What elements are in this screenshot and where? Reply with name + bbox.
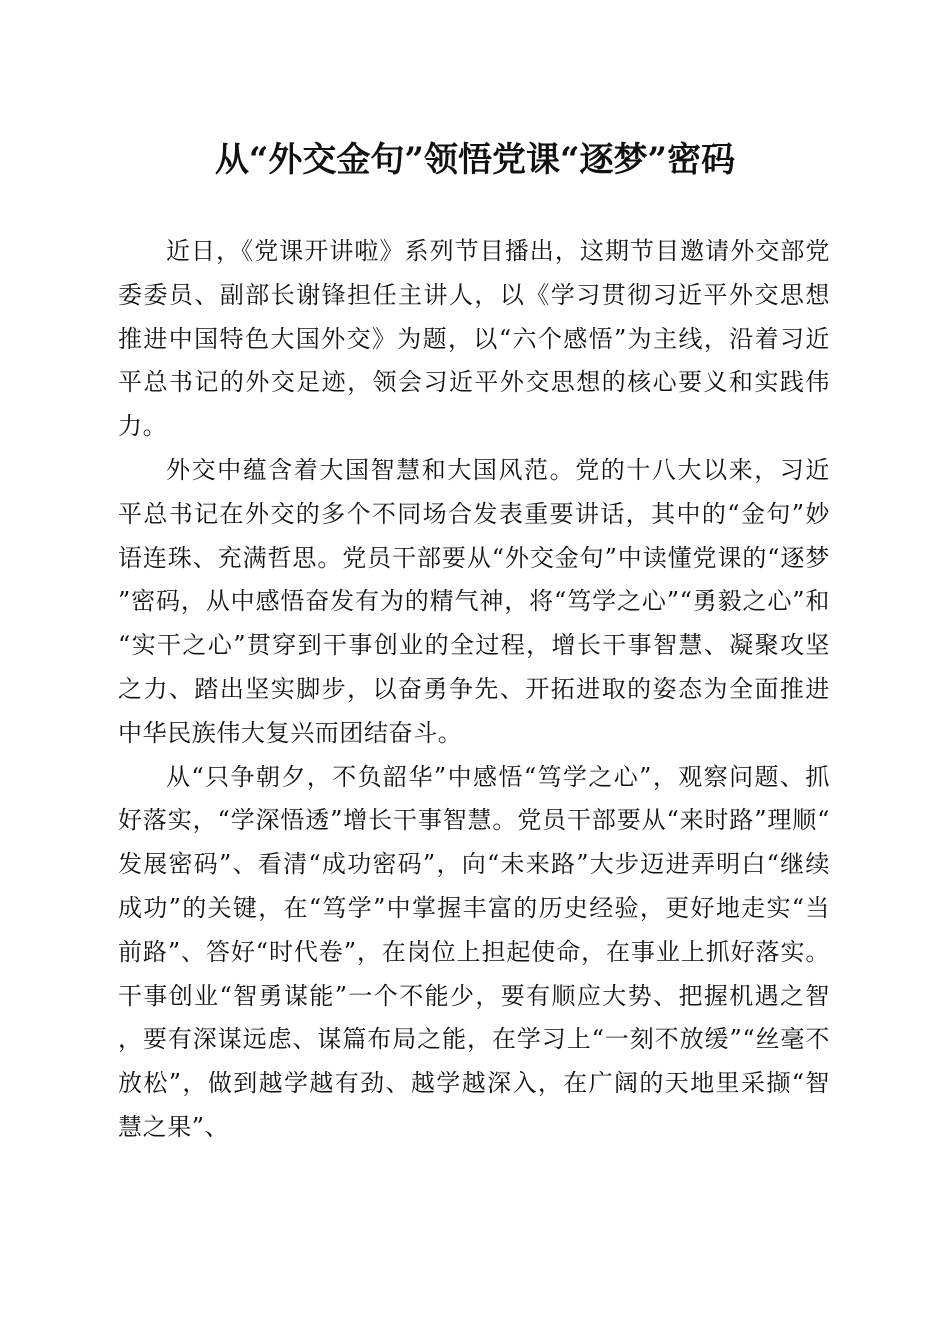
document-title: 从“外交金句”领悟党课“逐梦”密码 [214,140,736,180]
paragraph-intro: 近日，《党课开讲啦》系列节目播出，这期节目邀请外交部党委委员、副部长谢锋担任主讲人，以《学习贯彻习近平外交思想推进中国特色大国外交》为题，以“六个感悟”为主线，沿着习近平总书记的外交足迹，领会习近平外交思想的核心要义和实践伟力。 [118,237,830,441]
paragraph-study-heart: 从“只争朝夕，不负韶华”中感悟“笃学之心”，观察问题、抓好落实，“学深悟透”增长干事智慧。党员干部要从“来时路”理顺“发展密码”、看清“成功密码”，向“未来路”大步迈进弄明白“继续成功”的关键，在“笃学”中掌握丰富的历史经验，更好地走实“当前路”、答好“时代卷”，在岗位上担起使命，在事业上抓好落实。干事创业“智勇谋能”一个不能少，要有顺应大势、把握机遇之智，要有深谋远虑、谋篇布局之能，在学习上“一刻不放缓”“丝毫不放松”，做到越学越有劲、越学越深入，在广阔的天地里采撷“智慧之果”、 [118,762,830,1141]
paragraph-diplomacy: 外交中蕴含着大国智慧和大国风范。党的十八大以来，习近平总书记在外交的多个不同场合发表重要讲话，其中的“金句”妙语连珠、充满哲思。党员干部要从“外交金句”中读懂党课的“逐梦”密码，从中感悟奋发有为的精气神，将“笃学之心”“勇毅之心”和“实干之心”贯穿到干事创业的全过程，增长干事智慧、凝聚攻坚之力、踏出坚实脚步，以奋勇争先、开拓进取的姿态为全面推进中华民族伟大复兴而团结奋斗。 [118,455,830,747]
document-body [118,230,830,1150]
